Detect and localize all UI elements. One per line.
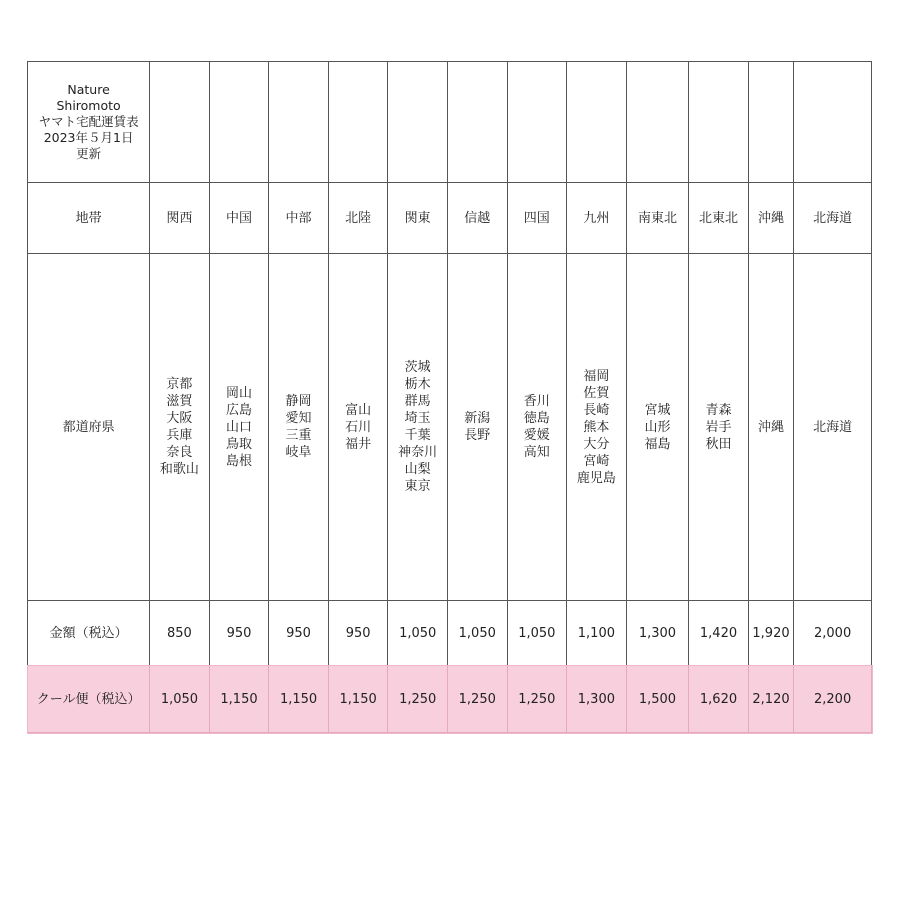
prefecture-name: 和歌山 — [159, 462, 199, 477]
cool-price-cell: 1,150 — [209, 666, 269, 733]
price-cell: 950 — [328, 601, 388, 666]
empty-cell — [209, 62, 269, 183]
empty-cell — [269, 62, 329, 183]
prefecture-name: 山形 — [644, 419, 671, 435]
prefecture-row-label: 都道府県 — [28, 254, 150, 601]
region-cell: 中部 — [269, 183, 329, 254]
price-cell: 2,000 — [794, 601, 872, 666]
price-cell: 1,420 — [689, 601, 749, 666]
cool-price-cell: 1,500 — [626, 666, 689, 733]
price-cell: 950 — [269, 601, 329, 666]
prefecture-cell — [150, 254, 210, 601]
prefecture-name: 沖縄 — [758, 419, 785, 435]
prefecture-name: 熊本 — [583, 419, 610, 435]
prefecture-name: 兵庫 — [166, 428, 193, 443]
empty-cell — [626, 62, 689, 183]
price-cell: 1,920 — [748, 601, 793, 666]
prefecture-cell — [567, 254, 627, 601]
prefecture-cell — [748, 254, 793, 601]
region-cell: 関東 — [388, 183, 448, 254]
empty-cell — [748, 62, 793, 183]
prefecture-name: 高知 — [523, 445, 550, 460]
title-line: Nature — [67, 82, 110, 97]
shipping-rate-table — [27, 61, 872, 733]
region-row-label: 地帯 — [28, 183, 150, 254]
prefecture-name: 滋賀 — [166, 394, 193, 409]
cool-price-cell: 1,150 — [269, 666, 329, 733]
prefecture-name: 千葉 — [404, 428, 431, 443]
prefecture-name: 鹿児島 — [576, 470, 616, 486]
prefecture-name: 徳島 — [523, 411, 550, 426]
prefecture-name: 愛媛 — [523, 428, 550, 443]
price-cell: 1,050 — [447, 601, 507, 666]
prefecture-name: 三重 — [285, 428, 312, 443]
prefecture-name: 大阪 — [166, 411, 193, 426]
prefecture-name: 島根 — [225, 453, 252, 469]
price-row — [28, 601, 872, 666]
prefecture-name: 香川 — [523, 394, 550, 409]
prefecture-name: 長崎 — [583, 402, 610, 418]
prefecture-cell — [388, 254, 448, 601]
cool-delivery-row — [28, 666, 872, 733]
region-cell: 中国 — [209, 183, 269, 254]
price-cell: 850 — [150, 601, 210, 666]
region-cell: 北東北 — [689, 183, 749, 254]
prefecture-name: 岡山 — [225, 385, 252, 401]
prefecture-name: 山梨 — [404, 462, 431, 477]
title-line: Shiromoto — [56, 98, 121, 113]
price-cell: 1,050 — [388, 601, 448, 666]
prefecture-name: 宮城 — [644, 402, 671, 418]
cool-price-cell: 1,250 — [507, 666, 567, 733]
prefecture-name: 北海道 — [813, 419, 853, 435]
region-cell: 沖縄 — [748, 183, 793, 254]
empty-cell — [507, 62, 567, 183]
cool-price-cell: 1,050 — [150, 666, 210, 733]
prefecture-name: 福井 — [345, 436, 372, 452]
prefecture-name: 福岡 — [583, 368, 610, 384]
cool-price-cell: 2,120 — [748, 666, 793, 733]
region-cell: 九州 — [567, 183, 627, 254]
prefecture-cell — [626, 254, 689, 601]
title-row — [28, 62, 872, 183]
empty-cell — [150, 62, 210, 183]
empty-cell — [447, 62, 507, 183]
prefecture-name: 茨城 — [404, 360, 431, 375]
prefecture-name: 奈良 — [166, 445, 193, 460]
prefecture-name: 山口 — [225, 419, 252, 435]
region-cell: 北海道 — [794, 183, 872, 254]
prefecture-name: 静岡 — [285, 394, 312, 409]
empty-cell — [328, 62, 388, 183]
prefecture-name: 佐賀 — [583, 385, 610, 401]
prefecture-name: 福島 — [644, 436, 671, 452]
region-cell: 南東北 — [626, 183, 689, 254]
prefecture-cell — [794, 254, 872, 601]
region-cell: 四国 — [507, 183, 567, 254]
prefecture-cell — [447, 254, 507, 601]
cool-price-cell: 1,250 — [447, 666, 507, 733]
empty-cell — [689, 62, 749, 183]
cool-price-cell: 2,200 — [794, 666, 872, 733]
prefecture-name: 石川 — [345, 419, 372, 435]
prefecture-row — [28, 254, 872, 601]
prefecture-name: 広島 — [225, 402, 252, 418]
prefecture-name: 東京 — [404, 479, 431, 494]
prefecture-name: 神奈川 — [398, 445, 438, 460]
title-line: 更新 — [76, 146, 102, 161]
prefecture-cell — [269, 254, 329, 601]
price-cell: 1,050 — [507, 601, 567, 666]
region-cell: 信越 — [447, 183, 507, 254]
prefecture-name: 青森 — [705, 402, 732, 418]
price-cell: 1,300 — [626, 601, 689, 666]
title-line: 2023年５月1日 — [43, 130, 134, 145]
cool-price-cell: 1,250 — [388, 666, 448, 733]
cool-price-cell: 1,300 — [567, 666, 627, 733]
prefecture-name: 愛知 — [285, 411, 312, 426]
price-row-label: 金額（税込） — [28, 601, 150, 666]
empty-cell — [794, 62, 872, 183]
prefecture-name: 岩手 — [705, 419, 732, 435]
prefecture-name: 新潟 — [464, 411, 491, 426]
prefecture-name: 長野 — [464, 428, 491, 443]
prefecture-name: 栃木 — [404, 377, 431, 392]
prefecture-cell — [507, 254, 567, 601]
prefecture-name: 宮崎 — [583, 453, 610, 469]
prefecture-name: 京都 — [166, 377, 193, 392]
cool-price-cell: 1,150 — [328, 666, 388, 733]
prefecture-name: 群馬 — [404, 394, 431, 409]
table-title — [28, 62, 150, 183]
region-cell: 北陸 — [328, 183, 388, 254]
cool-price-cell: 1,620 — [689, 666, 749, 733]
empty-cell — [567, 62, 627, 183]
empty-cell — [388, 62, 448, 183]
prefecture-name: 鳥取 — [225, 436, 252, 452]
prefecture-name: 大分 — [583, 436, 610, 452]
region-cell: 関西 — [150, 183, 210, 254]
prefecture-name: 秋田 — [705, 436, 732, 452]
cool-row-label: クール便（税込） — [28, 666, 150, 733]
region-row — [28, 183, 872, 254]
price-cell: 950 — [209, 601, 269, 666]
prefecture-name: 岐阜 — [285, 445, 312, 460]
price-cell: 1,100 — [567, 601, 627, 666]
title-line: ヤマト宅配運賃表 — [38, 114, 139, 129]
prefecture-cell — [209, 254, 269, 601]
prefecture-cell — [328, 254, 388, 601]
prefecture-name: 富山 — [345, 402, 372, 418]
prefecture-cell — [689, 254, 749, 601]
prefecture-name: 埼玉 — [404, 411, 431, 426]
